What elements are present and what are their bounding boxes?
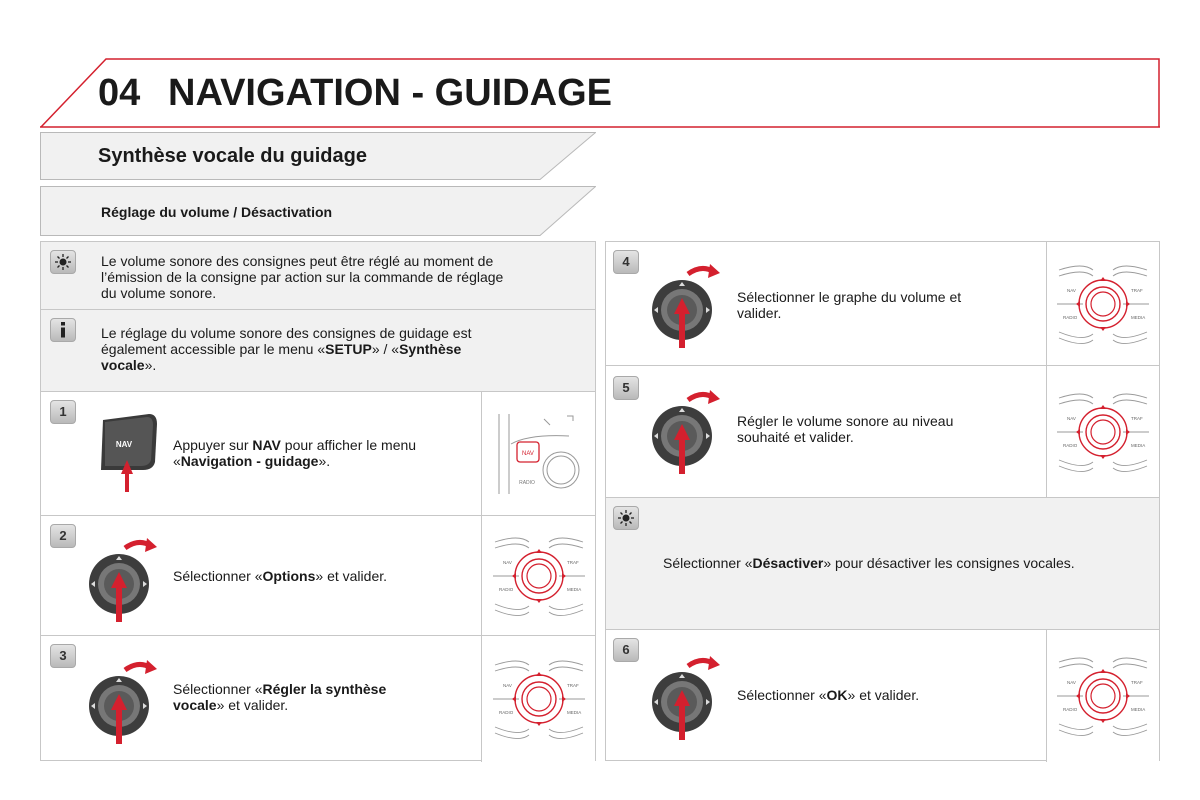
note-volume-tip (41, 242, 595, 310)
left-column (40, 241, 596, 761)
step-4-text (737, 289, 961, 321)
step-2 (41, 516, 595, 636)
tip-icon (50, 250, 76, 274)
radio-label: RADIO (1063, 707, 1078, 712)
traf-label: TRAF (566, 559, 579, 565)
note-line: Le réglage du volume sonore des consignes de guidage est (101, 325, 472, 341)
text: Sélectionner « (173, 568, 263, 584)
step-5-text (737, 413, 953, 445)
text-line: souhaité et valider. (737, 429, 854, 445)
text: également accessible par le menu « (101, 341, 326, 357)
controller-illustration (481, 516, 595, 635)
nav-button-label: NAV (115, 440, 133, 449)
nav-label: NAV (1067, 415, 1076, 421)
text-line (173, 681, 386, 697)
radio-label: RADIO (498, 710, 513, 715)
bold-text: NAV (252, 437, 281, 453)
bold-text: Options (262, 568, 316, 584)
chapter-number: 04 (98, 72, 141, 114)
step-number-badge: 2 (50, 524, 76, 548)
tip-deactivate (606, 498, 1159, 630)
rotary-knob-illustration (87, 648, 159, 748)
traf-label: TRAF (1131, 415, 1143, 421)
text: » et valider. (216, 697, 289, 713)
note-line (101, 341, 471, 357)
rotary-knob-illustration (87, 526, 159, 626)
step-number-badge: 3 (50, 644, 76, 668)
media-label: MEDIA (566, 586, 581, 592)
radio-label: RADIO (1063, 442, 1078, 448)
step-number-badge: 6 (613, 638, 639, 662)
step-number-badge: 4 (613, 250, 639, 274)
text: ». (144, 357, 157, 373)
text: pour afficher le menu (280, 437, 417, 453)
radio-label: RADIO (498, 586, 513, 592)
rotary-knob-illustration (650, 644, 722, 744)
text-line (173, 437, 416, 453)
text: » / « (371, 341, 400, 357)
step-2-text (173, 568, 387, 584)
step-number-badge: 1 (50, 400, 76, 424)
right-column (605, 241, 1160, 761)
tip-icon (613, 506, 639, 530)
synthese-label: Synthèse (399, 341, 462, 357)
nav-label: NAV (1067, 680, 1076, 685)
controller-illustration (481, 636, 595, 762)
section-subtitle: Réglage du volume / Désactivation (101, 204, 333, 220)
text-line (173, 568, 387, 584)
text-line (173, 697, 386, 713)
nav-label: NAV (1067, 287, 1076, 293)
bold-text: Régler la synthèse (262, 681, 387, 697)
rotary-knob-illustration (650, 252, 722, 352)
step-1-text (173, 437, 416, 469)
media-label: MEDIA (1131, 707, 1146, 712)
section-title: Synthèse vocale du guidage (98, 145, 367, 167)
nav-button-illustration (97, 410, 161, 494)
text: Sélectionner « (663, 555, 753, 571)
radio-small-label: RADIO (518, 479, 535, 486)
chapter-title: NAVIGATION - GUIDAGE (168, 72, 613, 114)
note-line: l’émission de la consigne par action sur la commande de réglage (101, 269, 504, 285)
media-label: MEDIA (1131, 314, 1146, 320)
text: » et valider. (315, 568, 388, 584)
controller-illustration (1046, 366, 1159, 497)
rotary-knob-illustration (650, 378, 722, 478)
note-setup-text (101, 325, 471, 373)
tip-deactivate-text (663, 555, 1075, 571)
bold-text: OK (826, 687, 848, 703)
step-1 (41, 392, 595, 516)
note-line: du volume sonore. (101, 285, 217, 301)
info-icon (50, 318, 76, 342)
step-6-text (737, 687, 919, 703)
step-number-badge: 5 (613, 376, 639, 400)
text: « (173, 453, 181, 469)
step-5 (606, 366, 1159, 498)
note-line (101, 357, 471, 373)
step-6 (606, 630, 1159, 762)
text-line: valider. (737, 305, 782, 321)
note-volume-text (101, 253, 503, 301)
text: Appuyer sur (173, 437, 253, 453)
radio-label: RADIO (1063, 314, 1078, 320)
controller-illustration (1046, 242, 1159, 365)
traf-label: TRAF (1131, 680, 1143, 685)
media-label: MEDIA (1131, 442, 1146, 448)
text-line: Régler le volume sonore au niveau (737, 413, 954, 429)
bold-text: vocale (173, 697, 217, 713)
step-4 (606, 242, 1159, 366)
traf-label: TRAF (1131, 287, 1143, 293)
bold-text: Navigation - guidage (180, 453, 319, 469)
nav-label: NAV (502, 559, 512, 565)
vocale-label: vocale (101, 357, 145, 373)
step-3-text (173, 681, 386, 713)
text: Sélectionner « (737, 687, 827, 703)
text-line: Sélectionner le graphe du volume et (737, 289, 962, 305)
chapter-header (40, 58, 1160, 128)
media-label: MEDIA (566, 710, 581, 715)
text: ». (318, 453, 331, 469)
section-title-banner (40, 132, 596, 180)
setup-menu-label: SETUP (325, 341, 372, 357)
controller-illustration (1046, 630, 1159, 762)
text: Sélectionner « (173, 681, 263, 697)
nav-label: NAV (502, 683, 512, 688)
nav-small-label: NAV (521, 450, 534, 457)
note-line: Le volume sonore des consignes peut être réglé au moment de (101, 253, 494, 269)
traf-label: TRAF (566, 683, 579, 688)
text: » pour désactiver les consignes vocales. (823, 555, 1075, 571)
dashboard-nav-illustration (481, 392, 595, 515)
note-setup-info (41, 310, 595, 392)
bold-text: Désactiver (752, 555, 824, 571)
text-line (173, 453, 416, 469)
step-3 (41, 636, 595, 762)
section-subtitle-banner (40, 186, 596, 236)
text: » et valider. (847, 687, 920, 703)
